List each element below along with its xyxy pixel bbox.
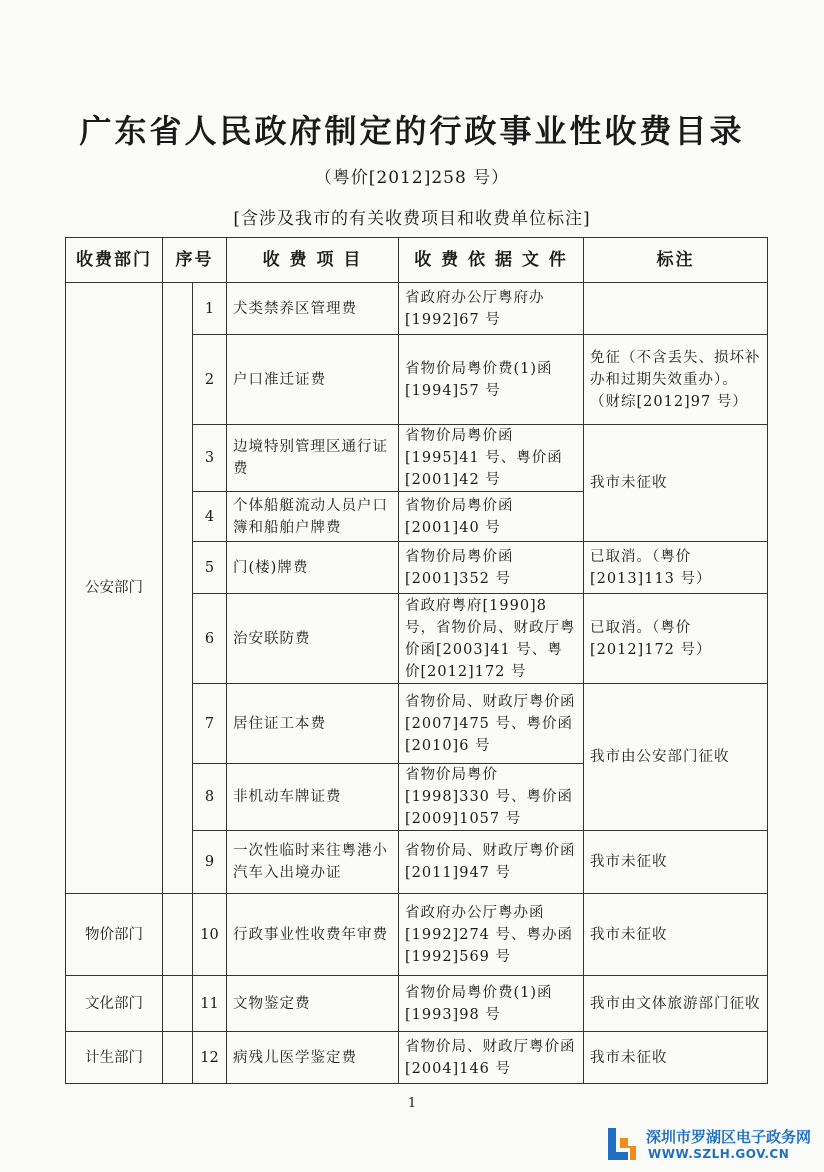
- document-note: [含涉及我市的有关收费项目和收费单位标注]: [233, 209, 591, 229]
- basis-cell: 省物价局粤价费(1)函[1993]98 号: [399, 976, 584, 1032]
- row-number: 6: [193, 594, 227, 684]
- header-item: 收 费 项 目: [227, 238, 399, 283]
- row-number: 8: [193, 764, 227, 831]
- site-logo-icon: [602, 1124, 642, 1164]
- item-cell: 门(楼)牌费: [227, 542, 399, 594]
- row-number: 5: [193, 542, 227, 594]
- basis-cell: 省物价局粤价费(1)函[1994]57 号: [399, 335, 584, 425]
- site-url: WWW.SZLH.GOV.CN: [648, 1147, 790, 1161]
- header-dept: 收费部门: [66, 238, 163, 283]
- header-remark: 标注: [584, 238, 768, 283]
- dept-cell: 物价部门: [66, 894, 163, 976]
- item-cell: 个体船艇流动人员户口簿和船舶户牌费: [227, 492, 399, 542]
- row-number: 3: [193, 425, 227, 492]
- basis-cell: 省物价局粤价函[1995]41 号、粤价函[2001]42 号: [399, 425, 584, 492]
- row-number: 1: [193, 283, 227, 335]
- dept-cell: 文化部门: [66, 976, 163, 1032]
- basis-cell: 省物价局、财政厅粤价函[2007]475 号、粤价函[2010]6 号: [399, 684, 584, 764]
- row-number: 7: [193, 684, 227, 764]
- table-row: [66, 976, 768, 1032]
- blank-cell: [163, 976, 193, 1032]
- blank-cell: [163, 283, 193, 894]
- remark-cell: 我市未征收: [584, 1032, 768, 1084]
- remark-cell: 已取消。（粤价[2012]172 号）: [584, 594, 768, 684]
- item-cell: 边境特别管理区通行证费: [227, 425, 399, 492]
- item-cell: 居住证工本费: [227, 684, 399, 764]
- item-cell: 一次性临时来往粤港小汽车入出境办证: [227, 831, 399, 894]
- document-title: 广东省人民政府制定的行政事业性收费目录: [79, 112, 745, 150]
- remark-cell: 我市由文体旅游部门征收: [584, 976, 768, 1032]
- blank-cell: [163, 894, 193, 976]
- remark-cell: 我市未征收: [584, 894, 768, 976]
- basis-cell: 省政府办公厅粤府办[1992]67 号: [399, 283, 584, 335]
- remark-cell: 我市由公安部门征收: [584, 684, 768, 831]
- remark-cell: 已取消。（粤价[2013]113 号）: [584, 542, 768, 594]
- blank-cell: [163, 1032, 193, 1084]
- item-cell: 非机动车牌证费: [227, 764, 399, 831]
- item-cell: 行政事业性收费年审费: [227, 894, 399, 976]
- basis-cell: 省物价局粤价函[2001]40 号: [399, 492, 584, 542]
- basis-cell: 省物价局粤价[1998]330 号、粤价函[2009]1057 号: [399, 764, 584, 831]
- item-cell: 病残儿医学鉴定费: [227, 1032, 399, 1084]
- row-number: 11: [193, 976, 227, 1032]
- item-cell: 户口准迁证费: [227, 335, 399, 425]
- basis-cell: 省政府办公厅粤办函[1992]274 号、粤办函[1992]569 号: [399, 894, 584, 976]
- row-number: 10: [193, 894, 227, 976]
- remark-cell: [584, 283, 768, 335]
- row-number: 12: [193, 1032, 227, 1084]
- table-header-row: [66, 238, 768, 283]
- header-seq: 序号: [163, 238, 227, 283]
- remark-cell: 我市未征收: [584, 831, 768, 894]
- dept-cell: 公安部门: [66, 283, 163, 894]
- table-row: [66, 1032, 768, 1084]
- basis-cell: 省政府粤府[1990]8 号，省物价局、财政厅粤价函[2003]41 号、粤价[2012]172 号: [399, 594, 584, 684]
- row-number: 9: [193, 831, 227, 894]
- table-row: [66, 283, 768, 335]
- remark-cell: 免征（不含丢失、损坏补办和过期失效重办）。（财综[2012]97 号）: [584, 335, 768, 425]
- row-number: 2: [193, 335, 227, 425]
- table-row: [66, 894, 768, 976]
- item-cell: 犬类禁养区管理费: [227, 283, 399, 335]
- remark-cell: 我市未征收: [584, 425, 768, 542]
- dept-cell: 计生部门: [66, 1032, 163, 1084]
- basis-cell: 省物价局粤价函[2001]352 号: [399, 542, 584, 594]
- item-cell: 文物鉴定费: [227, 976, 399, 1032]
- item-cell: 治安联防费: [227, 594, 399, 684]
- site-name: 深圳市罗湖区电子政务网: [646, 1128, 812, 1146]
- header-basis: 收 费 依 据 文 件: [399, 238, 584, 283]
- fee-catalog-table: [65, 237, 768, 1084]
- row-number: 4: [193, 492, 227, 542]
- document-number: （粤价[2012]258 号）: [314, 168, 510, 188]
- basis-cell: 省物价局、财政厅粤价函[2011]947 号: [399, 831, 584, 894]
- page-number: 1: [407, 1096, 417, 1111]
- site-watermark: [602, 1122, 824, 1168]
- basis-cell: 省物价局、财政厅粤价函[2004]146 号: [399, 1032, 584, 1084]
